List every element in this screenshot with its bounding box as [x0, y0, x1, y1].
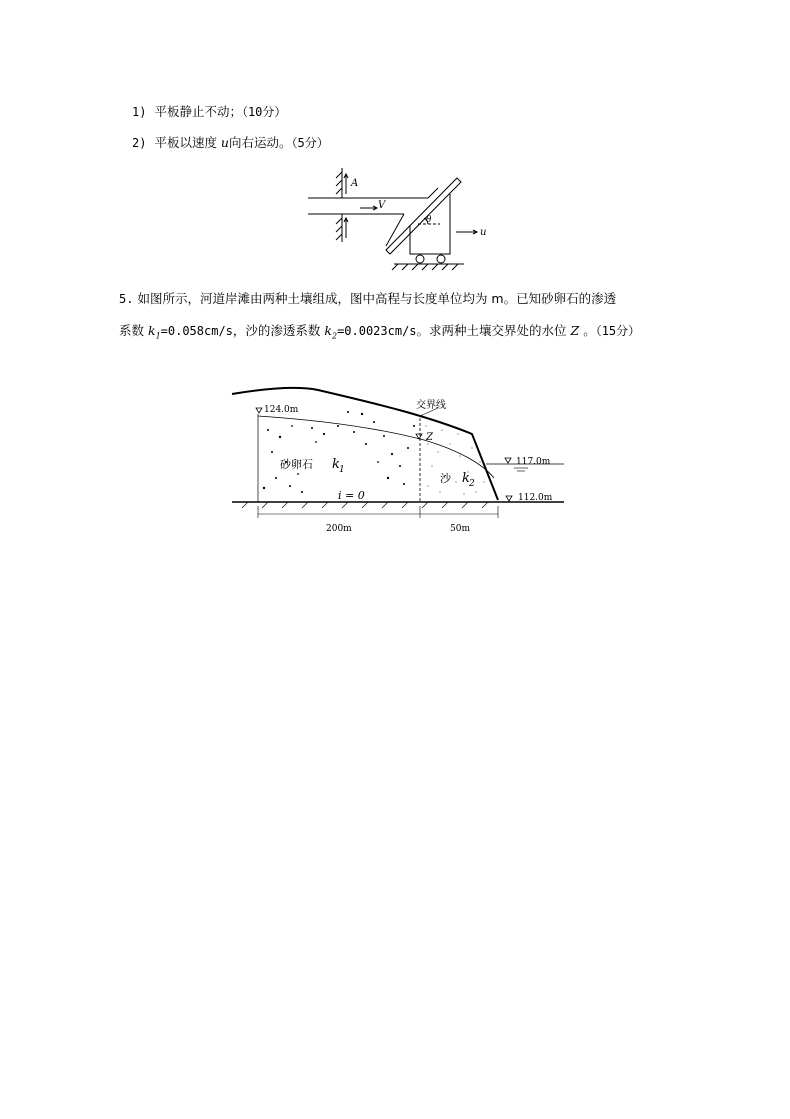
q5-k2-var: k — [324, 323, 332, 338]
q4-item-2-text-before: 平板以速度 — [154, 135, 221, 150]
base-hatching — [242, 502, 488, 508]
q5-line-2-part-2: ，沙的渗透系数 — [232, 323, 325, 338]
soil1-k: k — [332, 457, 340, 472]
label-a: A — [351, 178, 359, 189]
cart-wheel-left — [416, 255, 424, 263]
q5-z-var: Z — [570, 323, 580, 338]
label-v: V — [378, 200, 386, 211]
q4-item-2-score: （5分） — [291, 136, 329, 150]
q5-k1-sub: 1 — [155, 331, 161, 341]
label-theta: θ — [426, 215, 432, 225]
q5-text-line-1: 如图所示，河道岸滩由两种土壤组成，图中高程与长度单位均为 m。已知砂卵石的渗透 — [137, 291, 617, 306]
q5-line-2-part-3: 。求两种土壤交界处的水位 — [416, 323, 571, 338]
q5-k1-value: =0.058cm/s — [160, 324, 233, 338]
soil2-name: 沙 — [440, 472, 451, 485]
q4-item-1-score: （10分） — [241, 105, 287, 119]
elev-bottom-label: 112.0m — [518, 493, 553, 503]
q5-number: 5. — [119, 292, 134, 306]
q5-line-2-end: 。 — [579, 323, 596, 338]
q5-line-1 — [119, 291, 616, 307]
elev-left-label: 124.0m — [264, 405, 299, 415]
cart-wheel-right — [437, 255, 445, 263]
slope-label: i = 0 — [338, 489, 365, 502]
q4-item-1-number: 1) — [132, 105, 147, 119]
q4-item-2-var: u — [220, 135, 229, 150]
elev-marker-bottom — [506, 496, 512, 501]
q4-item-1-text: 平板静止不动； — [154, 104, 242, 119]
q4-item-2-number: 2) — [132, 136, 147, 150]
elev-marker-water — [505, 458, 511, 463]
q5-score: （15分） — [595, 324, 641, 338]
q5-k2-sub: 2 — [331, 331, 338, 341]
q4-item-2 — [132, 135, 329, 151]
q5-line-2-part-1: 系数 — [119, 323, 148, 338]
upper-deflected-jet-line — [428, 188, 438, 198]
boundary-label: 交界线 — [416, 400, 446, 411]
jet-plate-figure — [300, 168, 500, 273]
elev-marker-left — [256, 408, 262, 413]
soil1-sub: 1 — [339, 465, 345, 475]
q5-k2-value: =0.0023cm/s — [337, 324, 417, 338]
label-u: u — [480, 227, 487, 238]
gravel-texture — [263, 411, 415, 493]
soil1-name: 砂卵石 — [280, 458, 313, 471]
q5-line-2 — [119, 323, 640, 345]
soil2-k: k — [462, 471, 470, 486]
soil2-sub: 2 — [469, 479, 475, 489]
seepage-figure — [228, 382, 568, 542]
elev-water-label: 117.0m — [516, 457, 551, 467]
q5-k1-var: k — [147, 323, 156, 338]
sand-texture — [426, 426, 485, 495]
q4-item-1 — [132, 104, 286, 120]
dim1-label: 200m — [326, 524, 352, 534]
ground-hatching — [392, 264, 458, 270]
wall-hatching — [336, 172, 342, 240]
q4-item-2-text-after: 向右运动。 — [228, 135, 292, 150]
z-label: Z — [426, 432, 433, 443]
dim2-label: 50m — [450, 524, 470, 534]
